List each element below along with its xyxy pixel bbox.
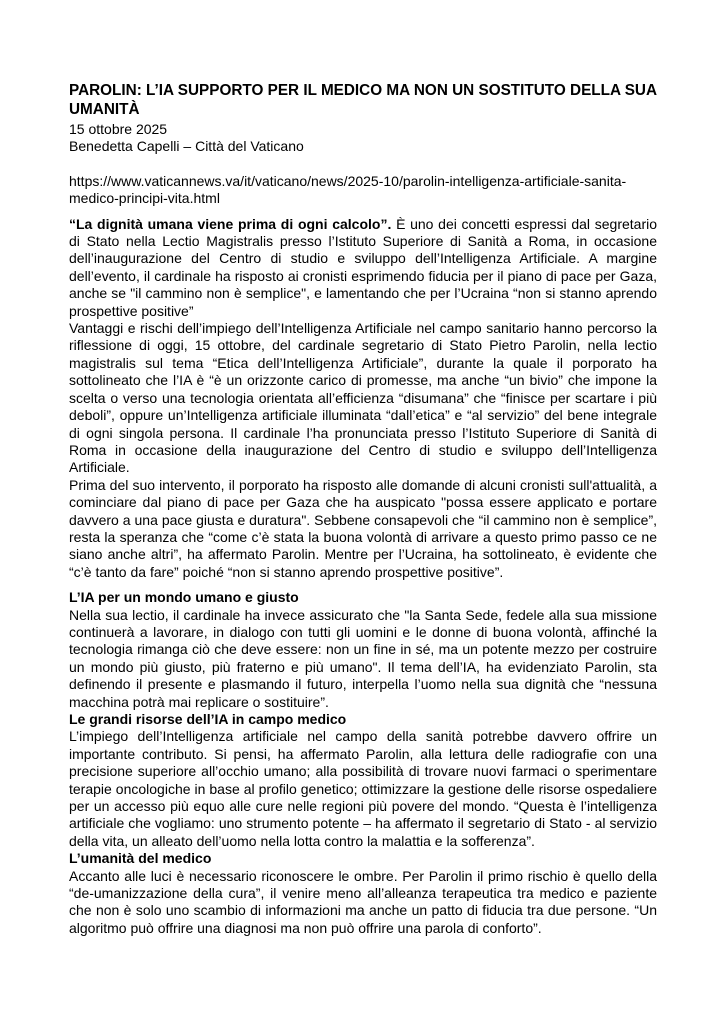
section-body-mondo-umano: Nella sua lectio, il cardinale ha invece assicurato che "la Santa Sede, fedele alla sua missione continuerà a lavorare, in dialogo con tutti gli uomini e le donne di buona volontà, affinché la tecnologia rimanga ciò che deve essere: non un fine in sé, ma un potente mezzo per costruire un mondo più giusto, più fraterno e più umano". Il tema dell’IA, ha evidenziato Parolin, sta definendo il presente e plasmando il futuro, interpella l’uomo nella sua dignità che “nessuna macchina potrà mai replicare o sostituire”. [69, 606, 657, 710]
lead-text: È uno dei concetti espressi dal segretario di Stato nella Lectio Magistralis presso l’Istituto Superiore di Sanità a Roma, in occasione dell’inaugurazione del Centro di studio e sviluppo dell’Intelligenza Artificiale. A margine dell’evento, il cardinale ha risposto ai cronisti esprimendo fiducia per il piano di pace per Gaza, anche se "il cammino non è semplice", e lamentando che per l’Ucraina “non si stanno aprendo prospettive positive” [69, 215, 657, 319]
section-heading-mondo-umano: L’IA per un mondo umano e giusto [69, 589, 299, 606]
paragraph-cronisti: Prima del suo intervento, il porporato ha risposto alle domande di alcuni cronisti sull'attualità, a cominciare dal piano di pace per Gaza che ha auspicato "possa essere applicato e portare davvero a una pace giusta e duratura". Sebbene consapevoli che “il cammino non è semplice”, resta la speranza che “come c’è stata la buona volontà di arrivare a questo primo passo ce ne siano anche altri”, ha affermato Parolin. Mentre per l’Ucraina, ha sottolineato, è evidente che “c’è tanto da fare” poiché “non si stanno aprendo prospettive positive”. [69, 476, 657, 580]
section-body-umanita-medico: Accanto alle luci è necessario riconoscere le ombre. Per Parolin il primo rischio è quello della “de-umanizzazione della cura”, il venire meno all’alleanza terapeutica tra medico e paziente che non è solo uno scambio di informazioni ma anche un patto di fiducia tra due persone. “Un algoritmo può offrire una diagnosi ma non può offrire una parola di conforto”. [69, 867, 657, 936]
article-title: PAROLIN: L’IA SUPPORTO PER IL MEDICO MA NON UN SOSTITUTO DELLA SUA UMANITÀ [69, 82, 657, 118]
paragraph-lead [69, 216, 657, 320]
section-heading-umanita-medico: L’umanità del medico [69, 850, 212, 867]
lead-bold-quote: “La dignità umana viene prima di ogni calcolo”. [69, 215, 392, 232]
article-byline: Benedetta Capelli – Città del Vaticano [69, 138, 304, 155]
paragraph-vantaggi: Vantaggi e rischi dell’impiego dell’Intelligenza Artificiale nel campo sanitario hanno percorso la riflessione di oggi, 15 ottobre, del cardinale segretario di Stato Pietro Parolin, nella lectio magistralis sul tema “Etica dell’Intelligenza Artificiale”, durante la quale il porporato ha sottolineato che l’IA è “è un orizzonte carico di promesse, ma anche “un bivio” che impone la scelta o verso una tecnologia orientata all’efficienza “disumana” che “finisce per scartare i più deboli”, oppure un’Intelligenza artificiale illuminata “dall’etica” e “al servizio” del bene integrale di ogni singola persona. Il cardinale l’ha pronunciata presso l’Istituto Superiore di Sanità di Roma in occasione della inaugurazione del Centro di studio e sviluppo dell’Intelligenza Artificiale. [69, 320, 657, 476]
section-body-risorse-ia: L’impiego dell’Intelligenza artificiale nel campo della sanità potrebbe davvero offrire un importante contributo. Si pensi, ha affermato Parolin, alla lettura delle radiografie con una precisione superiore all’occhio umano; alla possibilità di trovare nuovi farmaci o sperimentare terapie oncologiche in base al profilo genetico; ottimizzare la gestione delle risorse ospedaliere per un accesso più equo alle cure nelle regioni più povere del mondo. “Questa è l’intelligenza artificiale che vogliamo: uno strumento potente – ha affermato il segretario di Stato - al servizio della vita, un alleato dell’uomo nella lotta contro la malattia e la sofferenza”. [69, 728, 657, 849]
section-heading-risorse-ia: Le grandi risorse dell’IA in campo medico [69, 711, 347, 727]
article-date: 15 ottobre 2025 [69, 121, 168, 137]
article-url: https://www.vaticannews.va/it/vaticano/news/2025-10/parolin-intelligenza-artificiale-sanita-medico-principi-vita.html [69, 172, 627, 207]
